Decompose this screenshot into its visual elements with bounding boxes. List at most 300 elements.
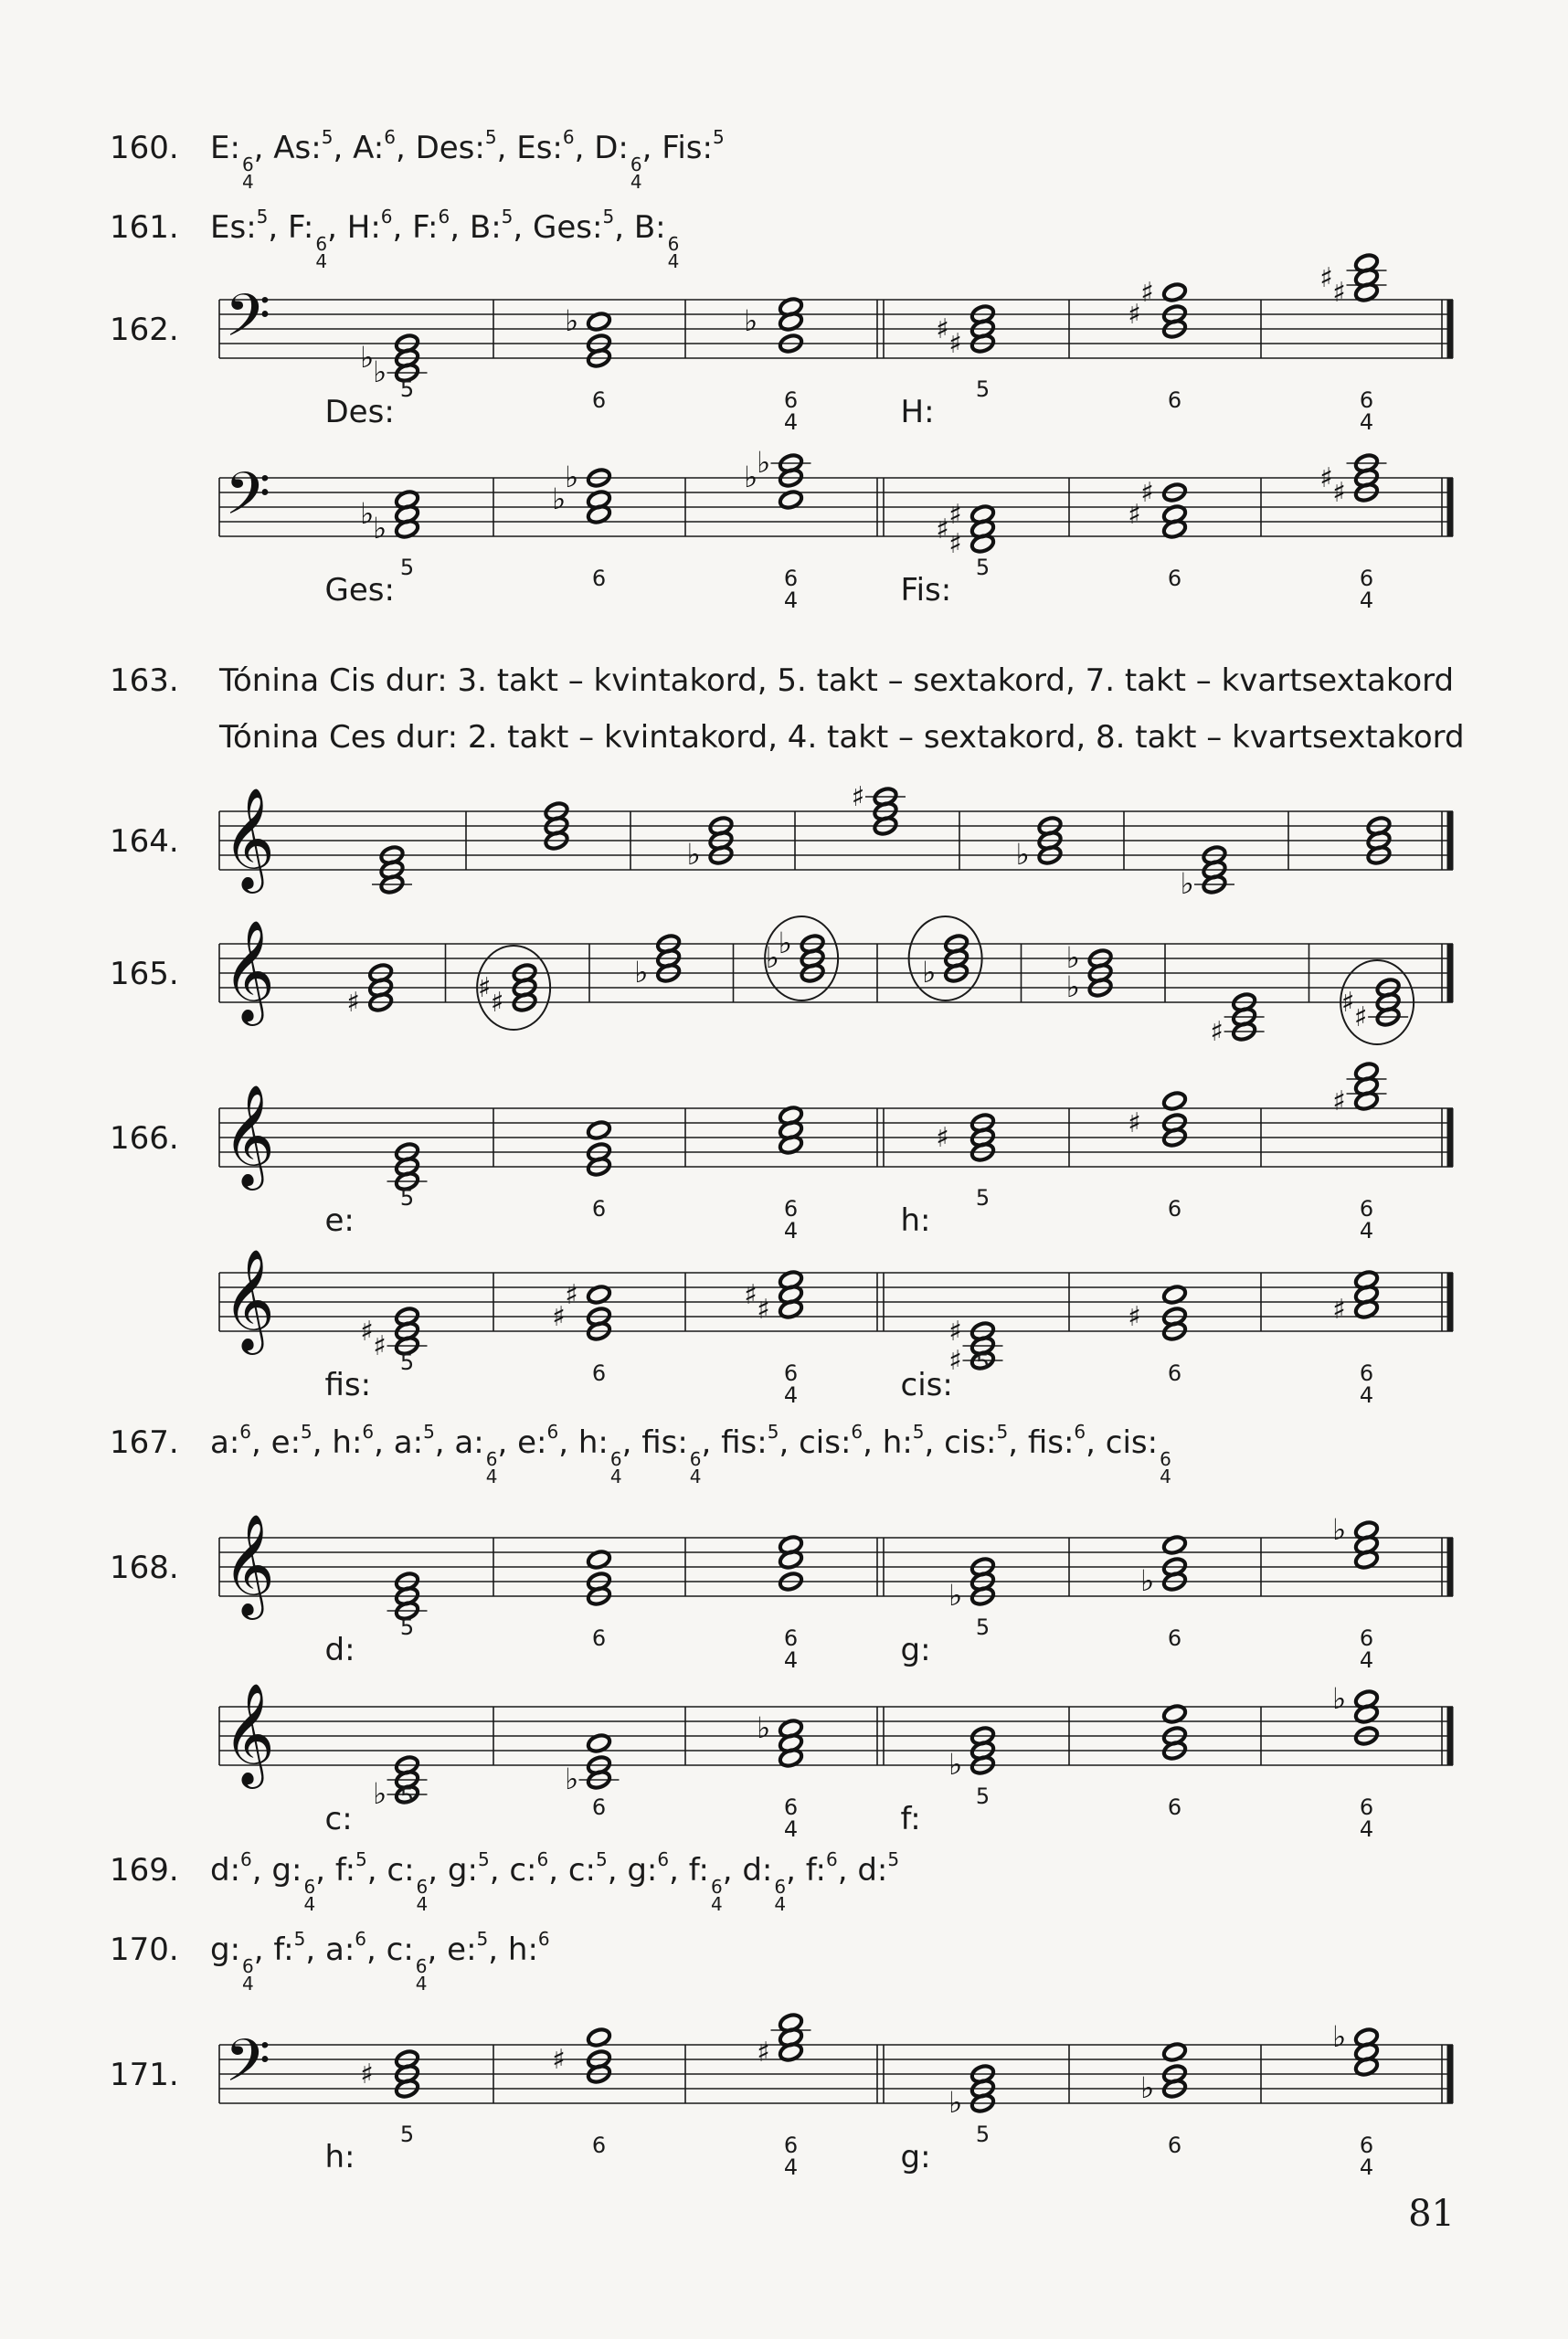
figure-digit: 4 [241, 171, 254, 193]
separator: , [614, 209, 634, 246]
chord-key: h: [332, 1424, 363, 1461]
key-label: g: [900, 2139, 931, 2175]
figure-superscript: 5 [321, 126, 334, 148]
flat-icon: ♭ [372, 1776, 387, 1811]
figure-5: 5 [975, 2122, 991, 2147]
figure-6: 6 [591, 1360, 607, 1386]
figure-digit: 6 [710, 1876, 723, 1898]
separator: , [489, 1852, 510, 1889]
exercise-number: 161. [110, 209, 179, 246]
flat-icon: ♭ [948, 2085, 963, 2120]
figure-6: 6 [1167, 1360, 1182, 1386]
flat-icon: ♭ [551, 482, 567, 516]
chord-key: e: [270, 1424, 302, 1461]
figure-superscript: 5 [484, 126, 497, 148]
chord-key: f: [688, 1852, 709, 1889]
chord-key: c: [386, 1932, 414, 1968]
flat-icon: ♭ [922, 955, 937, 990]
figure-6: 6 [783, 2133, 799, 2158]
figure-digit: 6 [416, 1876, 429, 1898]
figure-6: 6 [1359, 1794, 1374, 1820]
figure-superscript: 5 [912, 1421, 925, 1443]
sharp-icon: ♯ [1353, 1001, 1368, 1033]
sharp-icon: ♯ [948, 1316, 962, 1348]
sharp-icon: ♯ [552, 2044, 566, 2076]
separator: , [786, 1852, 806, 1889]
figure-6: 6 [1167, 2133, 1182, 2158]
figure-superscript: 5 [293, 1928, 306, 1950]
separator: , [837, 1852, 858, 1889]
separator: , [268, 209, 289, 246]
flat-icon: ♭ [765, 940, 779, 975]
key-label: Ges: [324, 572, 395, 609]
key-label: g: [900, 1632, 931, 1668]
figure-digit: 4 [667, 250, 680, 272]
figure-digit: 4 [710, 1893, 723, 1915]
figure-superscript: 6 [239, 1421, 252, 1443]
separator: , [253, 1932, 274, 1968]
chord-key: cis: [944, 1424, 997, 1461]
figure-6: 6 [1359, 387, 1374, 413]
flat-icon: ♭ [1065, 969, 1080, 1004]
figure-4: 4 [783, 2154, 799, 2180]
figure-digit: 6 [609, 1448, 622, 1470]
sharp-icon: ♯ [552, 1301, 566, 1333]
figure-5: 5 [399, 1185, 415, 1211]
key-label: H: [900, 394, 935, 430]
sharp-icon: ♯ [948, 1345, 962, 1377]
figure-digit: 6 [630, 153, 642, 175]
chord-key: h: [507, 1932, 538, 1968]
sharp-icon: ♯ [1332, 277, 1346, 309]
sharp-icon: ♯ [1210, 1016, 1224, 1048]
chord-key: E: [210, 130, 240, 166]
treble-clef-icon: 𝄞 [223, 919, 275, 1021]
chord-key: g: [210, 1932, 241, 1968]
flat-icon: ♭ [1180, 866, 1194, 901]
staff-number: 164. [110, 823, 179, 860]
flat-icon: ♭ [1331, 1512, 1347, 1547]
figure-5: 5 [399, 555, 415, 580]
sharp-icon: ♯ [936, 513, 949, 545]
figure-4: 4 [1359, 1382, 1374, 1408]
figure-superscript: 5 [767, 1421, 779, 1443]
figure-6: 6 [783, 1196, 799, 1222]
sharp-icon: ♯ [490, 987, 504, 1019]
figure-digit: 6 [303, 1876, 316, 1898]
staff-number: 165. [110, 956, 179, 992]
figure-6: 6 [1359, 1360, 1374, 1386]
chord-key: Es: [210, 209, 257, 246]
sharp-icon: ♯ [757, 1294, 770, 1326]
figure-4: 4 [1359, 1218, 1374, 1244]
flat-icon: ♭ [948, 1747, 963, 1782]
separator: , [513, 209, 534, 246]
key-label: Fis: [900, 572, 952, 609]
flat-icon: ♭ [756, 1710, 771, 1745]
chord-key: a: [393, 1424, 424, 1461]
chord-key: B: [633, 209, 666, 246]
flat-icon: ♭ [359, 340, 375, 375]
flat-icon: ♭ [359, 496, 375, 531]
treble-clef-icon: 𝄞 [223, 1084, 275, 1186]
figure-5: 5 [975, 376, 991, 402]
flat-icon: ♭ [564, 1762, 579, 1796]
figure-4: 4 [783, 587, 799, 613]
figure-6: 6 [591, 387, 607, 413]
chord-key: cis: [1105, 1424, 1159, 1461]
chord-key: f: [805, 1852, 826, 1889]
figure-superscript: 5 [355, 1848, 367, 1870]
chord-key: A: [353, 130, 385, 166]
flat-icon: ♭ [756, 445, 771, 480]
flat-icon: ♭ [564, 303, 579, 338]
separator: , [251, 1852, 272, 1889]
staff-number: 171. [110, 2057, 179, 2093]
chord-key: f: [334, 1852, 356, 1889]
chord-key: c: [509, 1852, 537, 1889]
chord-key: B: [469, 209, 502, 246]
figure-6: 6 [1167, 566, 1182, 591]
figure-6: 6 [783, 387, 799, 413]
separator: , [427, 1932, 448, 1968]
figure-digit: 4 [609, 1466, 622, 1487]
exercise-163-line-2: Tónina Ces dur: 2. takt – kvintakord, 4. takt – sextakord, 8. takt – kvartsextakord [219, 719, 1465, 756]
figure-6: 6 [783, 1625, 799, 1651]
figure-digit: 6 [485, 1448, 498, 1470]
sharp-icon: ♯ [1128, 299, 1141, 331]
figure-digit: 4 [1160, 1466, 1171, 1487]
figure-superscript: 5 [423, 1421, 435, 1443]
figure-6: 6 [591, 1196, 607, 1222]
separator: , [434, 1424, 455, 1461]
separator: , [1008, 1424, 1028, 1461]
flat-icon: ♭ [948, 1578, 963, 1613]
key-label: c: [324, 1801, 353, 1837]
sharp-icon: ♯ [936, 1122, 949, 1154]
chord-key: a: [324, 1932, 355, 1968]
figure-superscript: 6 [851, 1421, 863, 1443]
separator: , [641, 130, 662, 166]
sharp-icon: ♯ [1140, 277, 1154, 309]
figure-digit: 4 [485, 1466, 498, 1487]
key-label: fis: [324, 1367, 372, 1403]
figure-superscript: 5 [477, 1848, 490, 1870]
separator: , [669, 1852, 689, 1889]
figure-4: 4 [783, 1816, 799, 1842]
key-label: f: [900, 1801, 921, 1837]
separator: , [305, 1932, 325, 1968]
exercise-163-line-1: Tónina Cis dur: 3. takt – kvintakord, 5. takt – sextakord, 7. takt – kvartsextakord [219, 662, 1455, 699]
sharp-icon: ♯ [1340, 987, 1355, 1019]
chord-key: g: [271, 1852, 302, 1889]
treble-clef-icon: 𝄞 [223, 787, 275, 889]
separator: , [863, 1424, 883, 1461]
sharp-icon: ♯ [360, 2059, 374, 2090]
separator: , [558, 1424, 578, 1461]
figure-digit: 4 [415, 1973, 428, 1995]
key-label: cis: [900, 1367, 953, 1403]
figure-superscript: 6 [1074, 1421, 1086, 1443]
sharp-icon: ♯ [757, 2037, 770, 2069]
figure-superscript: 5 [256, 206, 269, 228]
figure-superscript: 6 [562, 126, 575, 148]
figure-digit: 6 [1160, 1448, 1171, 1470]
key-label: Des: [324, 394, 395, 430]
sharp-icon: ♯ [1128, 499, 1141, 531]
figure-4: 4 [1359, 1816, 1374, 1842]
figure-superscript: 5 [887, 1848, 900, 1870]
flat-icon: ♭ [743, 303, 758, 338]
figure-5: 5 [399, 1783, 415, 1809]
chord-key: h: [577, 1424, 609, 1461]
figure-4: 4 [783, 409, 799, 435]
separator: , [607, 1852, 628, 1889]
flat-icon: ♭ [1139, 2070, 1155, 2105]
chord-key: d: [857, 1852, 888, 1889]
figure-4: 4 [783, 1218, 799, 1244]
sharp-icon: ♯ [948, 328, 962, 360]
chord-key: fis: [721, 1424, 768, 1461]
chord-key: Es: [516, 130, 563, 166]
figure-6: 6 [1167, 1794, 1182, 1820]
exercise-163-number: 163. [110, 662, 179, 699]
separator: , [722, 1852, 743, 1889]
chord-key: a: [210, 1424, 240, 1461]
sharp-icon: ♯ [1319, 462, 1333, 494]
figure-superscript: 6 [240, 1848, 252, 1870]
page-number: 81 [1408, 2193, 1455, 2235]
chord-key: h: [882, 1424, 913, 1461]
key-label: e: [324, 1202, 355, 1239]
figure-5: 5 [975, 1614, 991, 1640]
separator: , [253, 130, 274, 166]
figure-superscript: 5 [996, 1421, 1009, 1443]
chord-key: a: [454, 1424, 484, 1461]
separator: , [701, 1424, 722, 1461]
figure-digit: 6 [667, 233, 680, 255]
treble-clef-icon: 𝄞 [223, 1682, 275, 1784]
bass-clef-icon: 𝄢 [225, 282, 271, 365]
chord-key: Fis: [662, 130, 713, 166]
figure-superscript: 6 [537, 1928, 550, 1950]
figure-5: 5 [399, 2122, 415, 2147]
chord-key: g: [627, 1852, 658, 1889]
sharp-icon: ♯ [360, 1316, 374, 1348]
figure-6: 6 [591, 1625, 607, 1651]
separator: , [312, 1424, 333, 1461]
staff-number: 166. [110, 1120, 179, 1157]
chord-key: g: [447, 1852, 478, 1889]
chord-key: F: [412, 209, 439, 246]
figure-digit: 4 [315, 250, 328, 272]
figure-superscript: 5 [712, 126, 725, 148]
chord-key: Des: [415, 130, 485, 166]
separator: , [488, 1932, 508, 1968]
exercise-number: 167. [110, 1424, 179, 1461]
figure-6: 6 [591, 566, 607, 591]
chord-key: As: [273, 130, 322, 166]
flat-icon: ♭ [372, 355, 387, 389]
figure-digit: 6 [415, 1955, 428, 1977]
sharp-icon: ♯ [936, 313, 949, 345]
exercise-number: 160. [110, 130, 179, 166]
figure-superscript: 6 [355, 1928, 367, 1950]
figure-4: 4 [1359, 1647, 1374, 1673]
staff-number: 168. [110, 1550, 179, 1586]
separator: , [1086, 1424, 1106, 1461]
separator: , [327, 209, 347, 246]
figure-5: 5 [975, 1783, 991, 1809]
separator: , [374, 1424, 394, 1461]
figure-6: 6 [1167, 1625, 1182, 1651]
separator: , [450, 209, 470, 246]
figure-6: 6 [591, 1794, 607, 1820]
separator: , [779, 1424, 800, 1461]
figure-5: 5 [399, 1349, 415, 1375]
chord-key: e: [447, 1932, 477, 1968]
separator: , [428, 1852, 448, 1889]
key-label: h: [324, 2139, 355, 2175]
separator: , [497, 1424, 518, 1461]
sharp-icon: ♯ [1140, 477, 1154, 509]
figure-digit: 6 [774, 1876, 787, 1898]
flat-icon: ♭ [564, 460, 579, 494]
figure-superscript: 6 [536, 1848, 549, 1870]
sharp-icon: ♯ [565, 1279, 578, 1311]
figure-superscript: 5 [301, 1421, 313, 1443]
figure-5: 5 [975, 555, 991, 580]
figure-6: 6 [783, 1794, 799, 1820]
sharp-icon: ♯ [1332, 477, 1346, 509]
exercise-number: 170. [110, 1932, 179, 1968]
key-label: d: [324, 1632, 355, 1668]
figure-6: 6 [1359, 2133, 1374, 2158]
chord-key: F: [288, 209, 314, 246]
sharp-icon: ♯ [948, 499, 962, 531]
sharp-icon: ♯ [1319, 262, 1333, 294]
figure-superscript: 6 [362, 1421, 375, 1443]
figure-superscript: 6 [380, 206, 393, 228]
sharp-icon: ♯ [477, 972, 492, 1004]
chord-key: c: [567, 1852, 596, 1889]
figure-4: 4 [1359, 2154, 1374, 2180]
flat-icon: ♭ [1331, 2019, 1347, 2054]
sharp-icon: ♯ [1128, 1107, 1141, 1139]
sharp-icon: ♯ [948, 528, 962, 560]
sharp-icon: ♯ [1332, 1085, 1346, 1117]
separator: , [395, 130, 416, 166]
separator: , [621, 1424, 642, 1461]
figure-6: 6 [1167, 387, 1182, 413]
sharp-icon: ♯ [851, 781, 865, 813]
figure-digit: 4 [689, 1466, 702, 1487]
chord-key: e: [517, 1424, 547, 1461]
treble-clef-icon: 𝄞 [223, 1248, 275, 1350]
bass-clef-icon: 𝄢 [225, 460, 271, 543]
chord-key: cis: [799, 1424, 852, 1461]
figure-5: 5 [975, 1349, 991, 1375]
chord-key: Ges: [533, 209, 603, 246]
flat-icon: ♭ [743, 460, 758, 494]
flat-icon: ♭ [778, 926, 792, 960]
separator: , [366, 1932, 387, 1968]
figure-digit: 4 [242, 1973, 254, 1995]
figure-6: 6 [783, 566, 799, 591]
figure-digit: 6 [689, 1448, 702, 1470]
figure-digit: 6 [315, 233, 328, 255]
treble-clef-icon: 𝄞 [223, 1513, 275, 1615]
figure-5: 5 [399, 1614, 415, 1640]
separator: , [315, 1852, 335, 1889]
figure-superscript: 6 [825, 1848, 838, 1870]
figure-digit: 4 [774, 1893, 787, 1915]
figure-superscript: 6 [546, 1421, 559, 1443]
figure-digit: 4 [630, 171, 642, 193]
figure-4: 4 [1359, 587, 1374, 613]
figure-superscript: 5 [595, 1848, 608, 1870]
figure-superscript: 5 [476, 1928, 489, 1950]
exercise-number: 169. [110, 1852, 179, 1889]
figure-digit: 6 [241, 153, 254, 175]
sharp-icon: ♯ [1128, 1301, 1141, 1333]
separator: , [251, 1424, 271, 1461]
separator: , [548, 1852, 568, 1889]
figure-superscript: 6 [384, 126, 396, 148]
figure-4: 4 [783, 1647, 799, 1673]
figure-6: 6 [1359, 566, 1374, 591]
sharp-icon: ♯ [744, 1279, 758, 1311]
figure-6: 6 [783, 1360, 799, 1386]
figure-superscript: 5 [501, 206, 514, 228]
flat-icon: ♭ [1139, 1563, 1155, 1598]
figure-superscript: 6 [657, 1848, 670, 1870]
figure-digit: 6 [242, 1955, 254, 1977]
figure-6: 6 [1167, 1196, 1182, 1222]
separator: , [574, 130, 595, 166]
figure-superscript: 6 [438, 206, 450, 228]
flat-icon: ♭ [1331, 1681, 1347, 1716]
figure-digit: 4 [303, 1893, 316, 1915]
flat-icon: ♭ [1065, 940, 1080, 975]
separator: , [392, 209, 413, 246]
figure-digit: 4 [416, 1893, 429, 1915]
key-label: h: [900, 1202, 931, 1239]
separator: , [924, 1424, 945, 1461]
figure-6: 6 [1359, 1625, 1374, 1651]
figure-4: 4 [783, 1382, 799, 1408]
chord-key: fis: [1027, 1424, 1075, 1461]
separator: , [333, 130, 354, 166]
figure-6: 6 [1359, 1196, 1374, 1222]
chord-key: d: [742, 1852, 773, 1889]
chord-key: fis: [641, 1424, 688, 1461]
chord-key: H: [346, 209, 381, 246]
flat-icon: ♭ [1015, 837, 1030, 872]
sharp-icon: ♯ [373, 1330, 387, 1362]
separator: , [366, 1852, 387, 1889]
figure-6: 6 [591, 2133, 607, 2158]
flat-icon: ♭ [686, 837, 701, 872]
sharp-icon: ♯ [346, 987, 360, 1019]
sharp-icon: ♯ [1332, 1294, 1346, 1326]
chord-key: c: [387, 1852, 415, 1889]
bass-clef-icon: 𝄢 [225, 2027, 271, 2110]
chord-key: d: [210, 1852, 241, 1889]
figure-5: 5 [975, 1185, 991, 1211]
chord-key: D: [594, 130, 629, 166]
staff-number: 162. [110, 312, 179, 348]
